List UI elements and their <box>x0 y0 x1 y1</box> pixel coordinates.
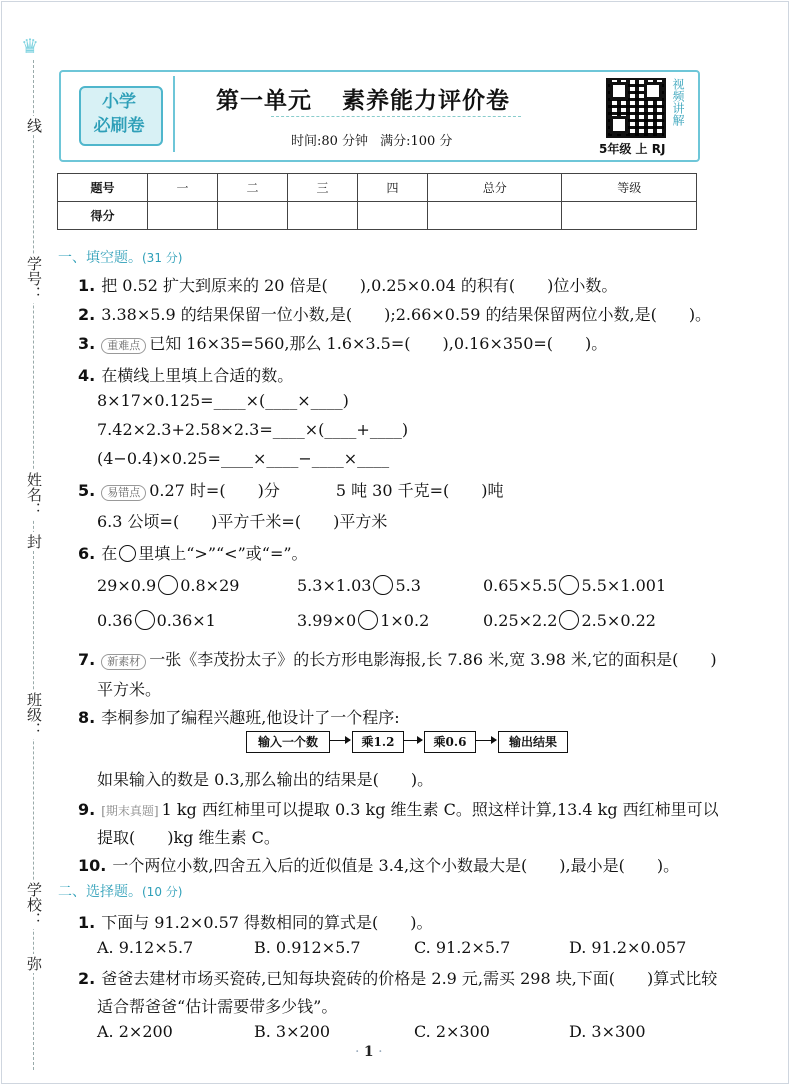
question-text: 里填上“>”“<”或“=”。 <box>138 544 308 563</box>
answer-circle[interactable] <box>135 610 155 630</box>
compare-left: 0.65×5.5 <box>483 576 558 595</box>
section1-title <box>58 247 182 267</box>
question-number: 6. <box>78 544 96 563</box>
compare-left: 0.25×2.2 <box>483 611 558 630</box>
compare-item <box>97 610 216 630</box>
score-header-cell: 总分 <box>427 174 562 202</box>
question-number: 10. <box>78 856 107 875</box>
score-row-label: 得分 <box>58 202 148 230</box>
compare-item <box>297 610 429 630</box>
option-c[interactable]: C. 91.2×5.7 <box>414 938 511 957</box>
logo-text <box>79 90 159 138</box>
crown-icon: ♛ <box>21 34 39 58</box>
exam-full-score: 满分:100 分 <box>380 134 453 149</box>
question-text: 一个两位小数,四舍五入后的近似值是 3.4,这个小数最大是( ),最小是( )。 <box>112 856 680 875</box>
compare-circle-icon <box>119 545 136 562</box>
school-label: 学校： <box>25 882 43 927</box>
new-material-tag: 新素材 <box>101 654 146 670</box>
compare-left: 3.99×0 <box>297 611 357 630</box>
question-1-6 <box>78 541 308 564</box>
score-header-cell: 三 <box>287 174 357 202</box>
page-title <box>216 82 510 115</box>
question-number: 2. <box>78 969 96 988</box>
question-number: 1. <box>78 276 96 295</box>
question-number: 2. <box>78 305 96 324</box>
question-text: 0.27 时=( )分 <box>149 481 280 500</box>
answer-circle[interactable] <box>358 610 378 630</box>
video-explanation-label: 视频讲解 <box>671 78 685 126</box>
student-id-label: 学号： <box>25 256 43 301</box>
question-1-7-line2: 平方米。 <box>97 680 162 699</box>
binding-line-label: 线 <box>25 118 43 133</box>
flow-arrow-icon <box>476 740 496 741</box>
answer-circle[interactable] <box>158 575 178 595</box>
question-1-5 <box>78 478 504 501</box>
score-cell[interactable] <box>287 202 357 230</box>
question-text: 5 吨 30 千克=( )吨 <box>335 481 504 500</box>
option-c[interactable]: C. 2×300 <box>414 1022 490 1041</box>
compare-item <box>297 575 421 595</box>
score-header-cell: 二 <box>217 174 287 202</box>
class-label: 班级： <box>25 692 43 737</box>
question-1-4-line3: (4−0.4)×0.25=____×____−____×____ <box>97 449 390 468</box>
compare-right: 2.5×0.22 <box>581 611 656 630</box>
question-1-5-line2: 6.3 公顷=( )平方千米=( )平方米 <box>97 512 388 531</box>
option-b[interactable]: B. 3×200 <box>254 1022 331 1041</box>
question-1-7 <box>78 647 717 670</box>
question-text: 李桐参加了编程兴趣班,他设计了一个程序: <box>101 708 400 727</box>
option-b[interactable]: B. 0.912×5.7 <box>254 938 361 957</box>
answer-circle[interactable] <box>559 610 579 630</box>
option-a[interactable]: A. 9.12×5.7 <box>97 938 194 957</box>
question-1-9 <box>78 797 719 820</box>
section1-title-text: 一、填空题。 <box>58 250 142 266</box>
question-2-2 <box>78 966 717 989</box>
page-number-text: 1 <box>363 1044 374 1060</box>
compare-right: 5.3 <box>395 576 421 595</box>
flow-step: 乘0.6 <box>424 731 476 753</box>
question-text: 在 <box>101 544 118 563</box>
compare-right: 5.5×1.001 <box>581 576 667 595</box>
qr-code-icon[interactable] <box>606 78 666 138</box>
question-text: 在横线上里填上合适的数。 <box>101 366 294 385</box>
score-cell[interactable] <box>148 202 218 230</box>
question-1-4-line1: 8×17×0.125=____×(____×____) <box>97 391 349 410</box>
exam-info <box>291 130 452 149</box>
section2-title-text: 二、选择题。 <box>58 884 142 900</box>
compare-right: 1×0.2 <box>380 611 430 630</box>
question-1-8 <box>78 705 400 728</box>
answer-circle[interactable] <box>373 575 393 595</box>
flow-arrow-icon <box>404 740 422 741</box>
question-number: 8. <box>78 708 96 727</box>
page-number: · 1 · <box>355 1044 383 1060</box>
section2-points: (10 分) <box>142 885 183 899</box>
question-text: 已知 16×35=560,那么 1.6×3.5=( ),0.16×350=( )。 <box>149 334 608 353</box>
compare-item <box>483 610 656 630</box>
logo-line2: 必刷卷 <box>93 116 145 136</box>
question-text: 爸爸去建材市场买瓷砖,已知每块瓷砖的价格是 2.9 元,需买 298 块,下面( )算式比较 <box>101 969 718 988</box>
seal2-label: 弥 <box>25 956 43 971</box>
error-prone-tag: 易错点 <box>101 485 146 501</box>
compare-item <box>483 575 666 595</box>
compare-item <box>97 575 239 595</box>
question-number: 1. <box>78 913 96 932</box>
final-exam-tag: [期末真题] <box>101 804 159 818</box>
flow-step: 输入一个数 <box>246 731 330 753</box>
question-1-4 <box>78 363 293 386</box>
grade-label: 5年级 上 RJ <box>599 142 666 156</box>
score-table-score-row <box>58 202 697 230</box>
question-1-4-line2: 7.42×2.3+2.58×2.3=____×(____+____) <box>97 420 409 439</box>
section1-points: (31 分) <box>142 251 183 265</box>
compare-right: 0.8×29 <box>180 576 240 595</box>
question-number: 4. <box>78 366 96 385</box>
flow-step: 输出结果 <box>498 731 568 753</box>
compare-left: 5.3×1.03 <box>297 576 372 595</box>
option-d[interactable]: D. 3×300 <box>569 1022 646 1041</box>
flow-arrow-icon <box>330 740 350 741</box>
question-2-2-line2: 适合帮爸爸“估计需要带多少钱”。 <box>97 997 338 1016</box>
question-text: 1 kg 西红柿里可以提取 0.3 kg 维生素 C。照这样计算,13.4 kg 西红柿里可以 <box>161 800 719 819</box>
title-header <box>59 70 700 162</box>
answer-circle[interactable] <box>559 575 579 595</box>
question-number: 9. <box>78 800 96 819</box>
question-number: 3. <box>78 334 96 353</box>
seal-label: 封 <box>25 534 43 549</box>
question-1-8-line2: 如果输入的数是 0.3,那么输出的结果是( )。 <box>97 770 434 789</box>
difficulty-tag: 重难点 <box>101 338 146 354</box>
logo <box>65 76 175 152</box>
question-number: 5. <box>78 481 96 500</box>
compare-right: 0.36×1 <box>156 611 216 630</box>
compare-left: 29×0.9 <box>97 576 157 595</box>
question-text: 3.38×5.9 的结果保留一位小数,是( );2.66×0.59 的结果保留两位小数,是( )。 <box>101 305 712 324</box>
question-1-1 <box>78 273 617 296</box>
score-table-header-row <box>58 174 697 202</box>
name-label: 姓名： <box>25 472 43 517</box>
flow-step: 乘1.2 <box>352 731 404 753</box>
compare-left: 0.36 <box>97 611 133 630</box>
logo-line1: 小学 <box>102 92 136 112</box>
question-number: 7. <box>78 650 96 669</box>
score-header-cell: 题号 <box>58 174 148 202</box>
question-1-3 <box>78 331 607 354</box>
score-header-cell: 一 <box>148 174 218 202</box>
score-cell[interactable] <box>217 202 287 230</box>
option-d[interactable]: D. 91.2×0.057 <box>569 938 687 957</box>
question-text: 下面与 91.2×0.57 得数相同的算式是( )。 <box>101 913 433 932</box>
score-header-cell: 四 <box>357 174 427 202</box>
question-2-1 <box>78 910 433 933</box>
question-1-2 <box>78 302 711 325</box>
question-text: 把 0.52 扩大到原来的 20 倍是( ),0.25×0.04 的积有( )位小数。 <box>101 276 618 295</box>
question-1-10 <box>78 853 679 876</box>
question-1-9-line2: 提取( )kg 维生素 C。 <box>97 828 280 847</box>
section2-title <box>58 881 182 901</box>
score-table <box>57 173 697 230</box>
score-cell[interactable] <box>427 202 562 230</box>
question-text: 一张《李茂扮太子》的长方形电影海报,长 7.86 米,宽 3.98 米,它的面积是( ) <box>149 650 717 669</box>
title-divider <box>271 116 521 117</box>
score-cell[interactable] <box>357 202 427 230</box>
title-name: 素养能力评价卷 <box>342 88 510 114</box>
option-a[interactable]: A. 2×200 <box>97 1022 173 1041</box>
score-cell[interactable] <box>562 202 697 230</box>
title-unit: 第一单元 <box>216 88 312 114</box>
score-header-cell: 等级 <box>562 174 697 202</box>
exam-time: 时间:80 分钟 <box>291 134 369 149</box>
